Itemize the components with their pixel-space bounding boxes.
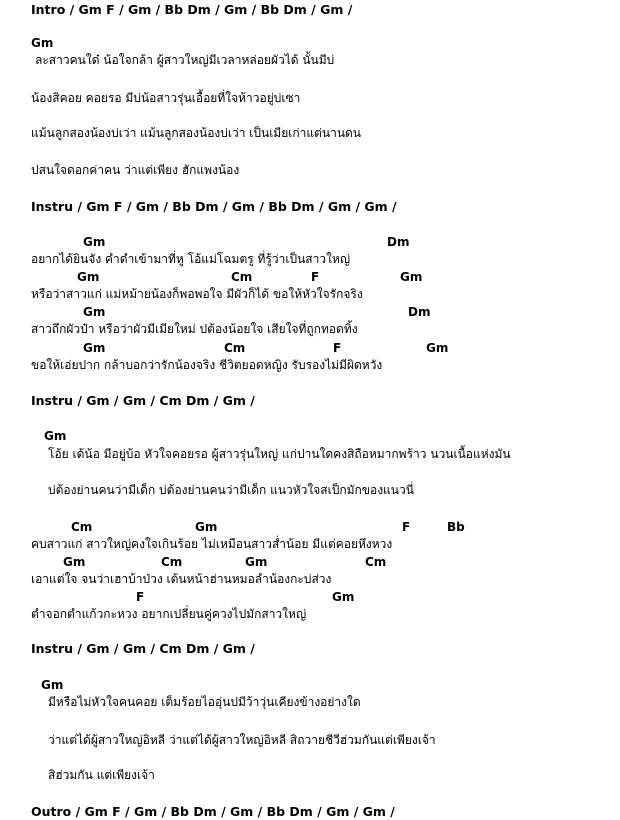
chord: F [333, 341, 342, 355]
lyric-line: หรือว่าสาวแก่ แม่หม้ายน้องก็พอพอใจ มีผัวก็ได้ ขอให้หัวใจรักจริง [31, 287, 363, 301]
chord: Gm [77, 270, 100, 284]
chord: Gm [83, 235, 106, 249]
lyric-line: ปสนใจดอกค่าคน ว่าแต่เพียง ฮักแพงน้อง [31, 163, 240, 177]
lyric-line: บ่ต้องย่านคนว่ามีเด็ก บ่ต้องย่านคนว่ามีเด็ก แนวหัวใจสเป็กมักของแนวนี่ [48, 483, 414, 497]
instrumental-progression: Instru / Gm / Gm / Cm Dm / Gm / [31, 393, 255, 408]
chord: Gm [83, 341, 106, 355]
chord: F [311, 270, 320, 284]
lyric-line: ละสาวคนใด๋ น้อใจกล้า ผู้สาวใหญ่มีเวลาหล่อยผัวได้ นั้นมีบ่ [35, 53, 335, 67]
chord: Cm [71, 520, 93, 534]
chord: Dm [387, 235, 410, 249]
lyric-line: ขอให้เอ่ยปาก กล้าบอกว่ารักน้องจริง ชีวิตยอดหญิง รับรองไม่มีผิดหวัง [31, 358, 383, 372]
chord: Gm [195, 520, 218, 534]
instrumental-progression: Instru / Gm / Gm / Cm Dm / Gm / [31, 641, 255, 656]
chord: Cm [365, 555, 387, 569]
chord: Bb [447, 520, 465, 534]
lyric-line: เอาแต่ใจ จนว่าเฮาบ้าป่วง เต้นหน้าฮ่านหมอลำน้องกะบ่ส่วง [31, 572, 332, 586]
lyric-line: น้องสิคอย คอยรอ มีบ่น้อสาวรุ่นเอื้อยที่ใจห้าวอยู่บ่เซา [31, 91, 301, 105]
chord: F [136, 590, 145, 604]
lyric-line: สิฮ่วมกัน แต่เพียงเจ้า [48, 768, 155, 782]
chord: Gm [41, 678, 64, 692]
chord: Gm [31, 36, 54, 50]
lyric-line: โอ้ย เด้น้อ มีอยู่บ้อ หัวใจคอยรอ ผู้สาวรุ่นใหญ่ แก่ปานใดคงสิถือหมากพร้าว นวนเนื้อแห่งมัน [48, 447, 511, 461]
chord: Cm [231, 270, 253, 284]
chord: Gm [83, 305, 106, 319]
chord: Dm [408, 305, 431, 319]
outro-progression: Outro / Gm F / Gm / Bb Dm / Gm / Bb Dm / Gm / Gm / [31, 804, 395, 819]
lyric-line: คบสาวแก่ สาวใหญ่คงใจเกินร้อย ไม่เหมือนสาวส่ำน้อย มีแต่คอยหึงหวง [31, 537, 393, 551]
chord: Gm [245, 555, 268, 569]
chord: Gm [63, 555, 86, 569]
lyric-line: แม้นลูกสองน้องบ่เว่า แม้นลูกสองน้องบ่เว่า เป็นเมียเก่าแต่นานดน [31, 126, 362, 140]
chord: F [402, 520, 411, 534]
lyric-line: อยากได้ยินจัง คำดำเข้ามาที่หู โอ้แม่โฉมตรู ที่รู้ว่าเป็นสาวใหญ่ [31, 252, 351, 266]
chord: Gm [426, 341, 449, 355]
chord: Cm [161, 555, 183, 569]
intro-progression: Intro / Gm F / Gm / Bb Dm / Gm / Bb Dm / Gm / [31, 2, 353, 17]
instrumental-progression: Instru / Gm F / Gm / Bb Dm / Gm / Bb Dm / Gm / Gm / [31, 199, 397, 214]
chord: Gm [44, 429, 67, 443]
chord: Cm [224, 341, 246, 355]
chord: Gm [400, 270, 423, 284]
chord: Gm [332, 590, 355, 604]
lyric-line: มีหรือไม่หัวใจคนคอย เต็มร้อยไออุ่นปมีว้าวุ่นเคียงข้างอย่างใด [48, 695, 361, 709]
lyric-line: ตำจอกตำแก้วกะหวง อยากเปลี่ยนคู่ควงไปมักสาวใหญ่ [31, 607, 307, 621]
lyric-line: สาวถึกผัวป๋า หรือว่าผัวมีเมียใหม่ ปต้องน้อยใจ เสียใจที่ถูกทอดทิ้ง [31, 322, 358, 336]
lyric-line: ว่าแต่ได้ผู้สาวใหญ่อิหลี ว่าแต่ได้ผู้สาวใหญ่อิหลี สิถวายชีวีฮ่วมกันแต่เพียงเจ้า [48, 733, 436, 747]
